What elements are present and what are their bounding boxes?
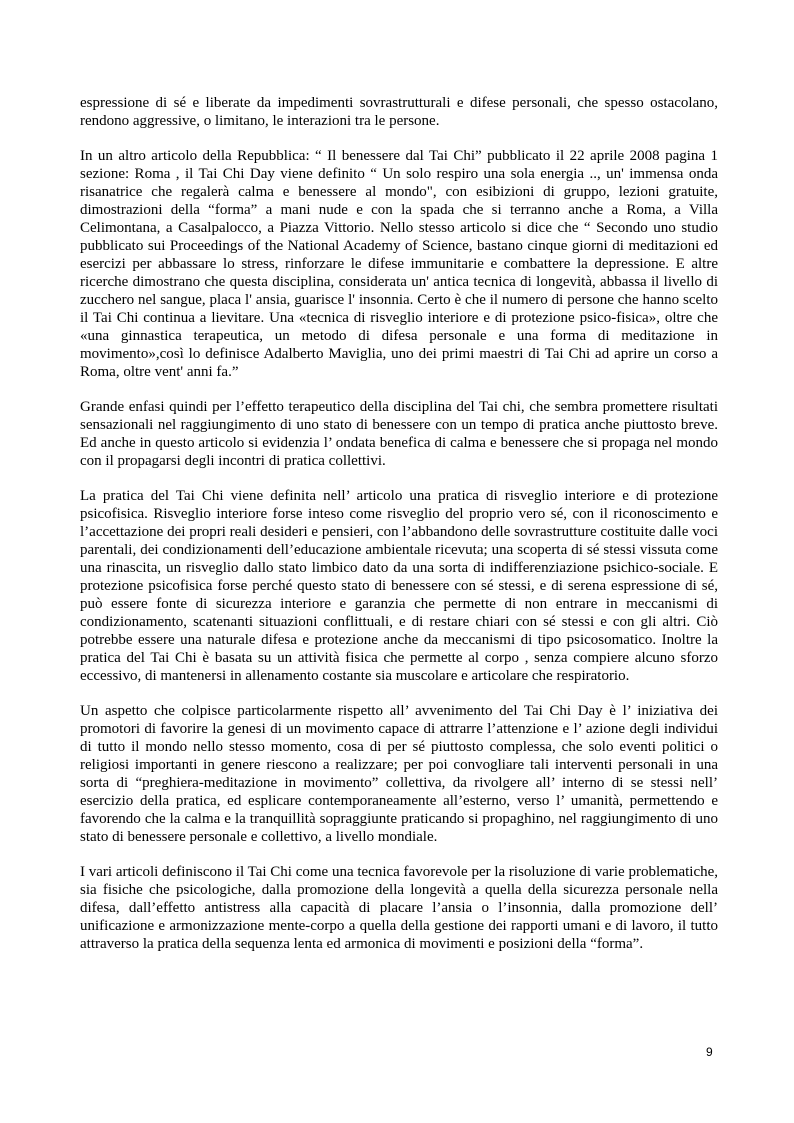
body-text — [80, 94, 718, 970]
page-number: 9 — [706, 1045, 713, 1059]
paragraph-5: Un aspetto che colpisce particolarmente rispetto all’ avvenimento del Tai Chi Day è l’ iniziativa dei promotori di favorire la genesi di un movimento capace di attrarre l’attenzione e l’ azione degli individui di tutto il mondo nello stesso momento, cosa di per sé piuttosto complessa, che solo eventi politici o religiosi importanti in genere riescono a realizzare; per poi convogliare tali interventi personali in una sorta di “preghiera-meditazione in movimento” collettiva, da rivolgere all’ interno di se stessi nell’ esercizio della pratica, ed esplicare contemporaneamente all’esterno, verso l’ umanità, permettendo e favorendo che la calma e la tranquillità sopraggiunte praticando si propaghino, nel raggiungimento di uno stato di benessere personale e collettivo, a livello mondiale. — [80, 703, 718, 845]
paragraph-1: espressione di sé e liberate da impedimenti sovrastrutturali e difese personali, che spesso ostacolano, rendono aggressive, o limitano, le interazioni tra le persone. — [80, 95, 718, 129]
paragraph-6: I vari articoli definiscono il Tai Chi come una tecnica favorevole per la risoluzione di varie problematiche, sia fisiche che psicologiche, dalla promozione della longevità a quella della sicurezza personale nella difesa, dall’effetto antistress alla capacità di placare l’ansia o l’insonnia, dalla promozione dell’ unificazione e armonizzazione mente-corpo a quella della gestione dei rapporti umani e di lavoro, il tutto attraverso la pratica della sequenza lenta ed armonica di movimenti e posizioni della “forma”. — [80, 864, 719, 952]
paragraph-4: La pratica del Tai Chi viene definita nell’ articolo una pratica di risveglio interiore e di protezione psicofisica. Risveglio interiore forse inteso come risveglio del proprio vero sé, con il riconoscimento e l’accettazione dei propri reali desideri e pensieri, con l’abbandono delle sovrastrutture costituite dalle voci parentali, dei condizionamenti dell’educazione ambientale ricevuta; una scoperta di sé stessi vissuta come una rinascita, un risveglio dallo stato limbico dato da una sorta di indifferenziazione psichico-sociale. E protezione psicofisica forse perché questo stato di benessere con sé stessi, e di serena espressione di sé, può essere fonte di sicurezza interiore e garanzia che permette di non entrare in meccanismi di condizionamento, scatenanti situazioni conflittuali, e di restare chiari con sé stessi e con gli altri. Ciò potrebbe essere una naturale difesa e protezione anche da meccanismi di tipo psicosomatico. Inoltre la pratica del Tai Chi è basata su un attività fisica che permette al corpo , senza compiere alcuno sforzo eccessivo, di mantenersi in allenamento costante sia muscolare e articolare che respiratorio. — [80, 488, 718, 684]
paragraph-3: Grande enfasi quindi per l’effetto terapeutico della disciplina del Tai chi, che sembra promettere risultati sensazionali nel raggiungimento di uno stato di benessere con un tempo di pratica anche piuttosto breve. Ed anche in questo articolo si evidenzia l’ ondata benefica di calma e benessere che si propaga nel mondo con il propagarsi degli incontri di pratica collettivi. — [80, 399, 718, 469]
paragraph-2: In un altro articolo della Repubblica: “ Il benessere dal Tai Chi” pubblicato il 22 aprile 2008 pagina 1 sezione: Roma , il Tai Chi Day viene definito “ Un solo respiro una sola energia .., un' immensa onda risanatrice che regalerà calma e benessere al mondo", con esibizioni di gruppo, lezioni gratuite, dimostrazioni della “forma” a mani nude e con la spada che si terranno anche a Roma, a Villa Celimontana, a Casalpalocco, a Piazza Vittorio. Nello stesso articolo si dice che “ Secondo uno studio pubblicato sui Proceedings of the National Academy of Science, bastano cinque giorni di meditazioni ed esercizi per abbassare lo stress, rinforzare le difese immunitarie e combattere la depressione. E altre ricerche dimostrano che questa disciplina, considerata un' antica tecnica di longevità, abbassa il livello di zucchero nel sangue, placa l' ansia, guarisce l' insonnia. Certo è che il numero di persone che hanno scelto il Tai Chi continua a lievitare. Una «tecnica di risveglio interiore e di protezione psico-fisica», oltre che «una ginnastica terapeutica, un metodo di difesa personale e una forma di meditazione in movimento»,così lo definisce Adalberto Maviglia, uno dei primi maestri di Tai Chi ad aprire un corso a Roma, oltre vent' anni fa.” — [80, 148, 718, 380]
